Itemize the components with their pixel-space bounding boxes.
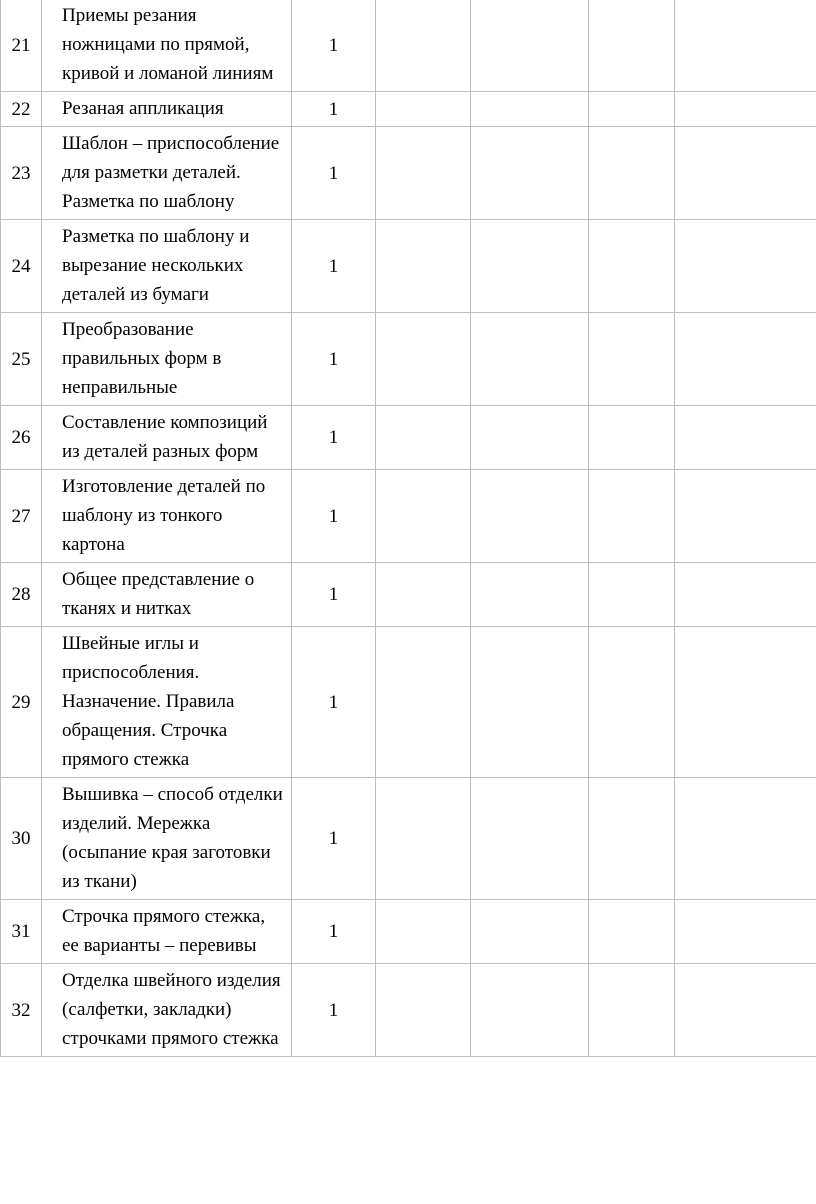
lesson-number-cell: 27 (1, 470, 42, 563)
lesson-number-cell: 32 (1, 964, 42, 1057)
table-body (1, 0, 816, 1057)
empty-cell (675, 0, 816, 92)
empty-cell (675, 92, 816, 127)
lesson-topic-cell: Строчка прямого стежка, ее варианты – перевивы (42, 900, 292, 964)
lesson-hours-cell: 1 (292, 127, 376, 220)
empty-cell (589, 778, 675, 900)
lesson-number-cell: 28 (1, 563, 42, 627)
lesson-hours-cell: 1 (292, 92, 376, 127)
lesson-number-cell: 24 (1, 220, 42, 313)
lesson-number-cell: 21 (1, 0, 42, 92)
table-row (1, 220, 816, 313)
empty-cell (376, 778, 471, 900)
empty-cell (675, 627, 816, 778)
lesson-hours-cell: 1 (292, 406, 376, 470)
empty-cell (376, 470, 471, 563)
empty-cell (589, 563, 675, 627)
empty-cell (471, 627, 589, 778)
empty-cell (471, 778, 589, 900)
table-row (1, 0, 816, 92)
empty-cell (376, 0, 471, 92)
lesson-topic-cell: Приемы резания ножницами по прямой, кривой и ломаной линиям (42, 0, 292, 92)
empty-cell (589, 627, 675, 778)
empty-cell (376, 900, 471, 964)
lesson-number-cell: 22 (1, 92, 42, 127)
lesson-number-cell: 26 (1, 406, 42, 470)
lesson-hours-cell: 1 (292, 563, 376, 627)
empty-cell (675, 406, 816, 470)
table-row (1, 627, 816, 778)
lesson-hours-cell: 1 (292, 778, 376, 900)
lesson-hours-cell: 1 (292, 900, 376, 964)
table-row (1, 92, 816, 127)
lesson-topic-cell: Составление композиций из деталей разных форм (42, 406, 292, 470)
table-row (1, 778, 816, 900)
lesson-number-cell: 23 (1, 127, 42, 220)
table-row (1, 470, 816, 563)
lesson-number-cell: 29 (1, 627, 42, 778)
table-row (1, 563, 816, 627)
table-row (1, 964, 816, 1057)
table-row (1, 313, 816, 406)
lesson-topic-cell: Отделка швейного изделия (салфетки, закладки) строчками прямого стежка (42, 964, 292, 1057)
empty-cell (376, 406, 471, 470)
empty-cell (675, 563, 816, 627)
empty-cell (471, 220, 589, 313)
empty-cell (675, 127, 816, 220)
empty-cell (376, 92, 471, 127)
lesson-hours-cell: 1 (292, 220, 376, 313)
lesson-topic-cell: Швейные иглы и приспособления. Назначение. Правила обращения. Строчка прямого стежка (42, 627, 292, 778)
empty-cell (589, 220, 675, 313)
lesson-number-cell: 31 (1, 900, 42, 964)
empty-cell (589, 406, 675, 470)
empty-cell (675, 470, 816, 563)
lesson-topic-cell: Разметка по шаблону и вырезание нескольких деталей из бумаги (42, 220, 292, 313)
lesson-topic-cell: Преобразование правильных форм в неправильные (42, 313, 292, 406)
empty-cell (675, 220, 816, 313)
empty-cell (471, 470, 589, 563)
lesson-topic-cell: Изготовление деталей по шаблону из тонкого картона (42, 470, 292, 563)
lesson-hours-cell: 1 (292, 627, 376, 778)
empty-cell (589, 964, 675, 1057)
lesson-topic-cell: Общее представление о тканях и нитках (42, 563, 292, 627)
lesson-hours-cell: 1 (292, 964, 376, 1057)
empty-cell (471, 964, 589, 1057)
empty-cell (376, 313, 471, 406)
empty-cell (471, 127, 589, 220)
empty-cell (471, 0, 589, 92)
lesson-topic-cell: Вышивка – способ отделки изделий. Мережка (осыпание края заготовки из ткани) (42, 778, 292, 900)
empty-cell (589, 92, 675, 127)
lesson-topic-cell: Шаблон – приспособление для разметки деталей. Разметка по шаблону (42, 127, 292, 220)
empty-cell (589, 900, 675, 964)
empty-cell (376, 127, 471, 220)
empty-cell (471, 900, 589, 964)
empty-cell (376, 563, 471, 627)
empty-cell (589, 0, 675, 92)
lesson-hours-cell: 1 (292, 313, 376, 406)
empty-cell (675, 778, 816, 900)
empty-cell (471, 313, 589, 406)
empty-cell (589, 127, 675, 220)
lesson-topic-cell: Резаная аппликация (42, 92, 292, 127)
empty-cell (589, 313, 675, 406)
empty-cell (471, 406, 589, 470)
empty-cell (675, 964, 816, 1057)
empty-cell (589, 470, 675, 563)
empty-cell (376, 220, 471, 313)
table-row (1, 127, 816, 220)
empty-cell (471, 92, 589, 127)
lesson-number-cell: 30 (1, 778, 42, 900)
empty-cell (675, 900, 816, 964)
table-row (1, 900, 816, 964)
empty-cell (376, 627, 471, 778)
empty-cell (376, 964, 471, 1057)
lesson-hours-cell: 1 (292, 0, 376, 92)
empty-cell (675, 313, 816, 406)
lesson-hours-cell: 1 (292, 470, 376, 563)
empty-cell (471, 563, 589, 627)
lesson-number-cell: 25 (1, 313, 42, 406)
table-row (1, 406, 816, 470)
